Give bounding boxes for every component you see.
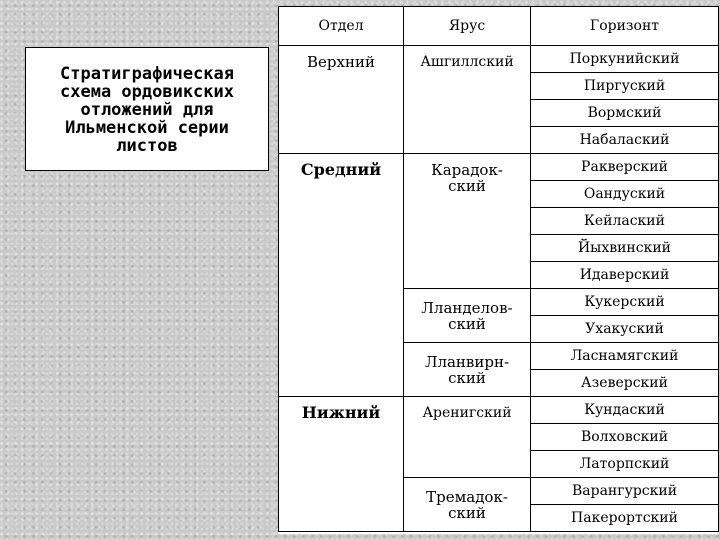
horizon-cell: Набалаский [531,127,719,154]
otdel-middle: Средний [279,154,404,397]
yarus-arenig: Аренигский [404,397,531,478]
horizon-cell: Пакерортский [531,505,719,532]
horizon-cell: Латорпский [531,451,719,478]
yarus-tremadoc: Тремадок- ский [404,478,531,532]
table-row [279,46,719,73]
horizon-cell: Йыхвинский [531,235,719,262]
yarus-caradoc: Карадок- ский [404,154,531,289]
stratigraphy-table-container [278,6,718,534]
title-box [25,47,269,171]
horizon-cell: Кейлаский [531,208,719,235]
horizon-cell: Кундаский [531,397,719,424]
header-otdel: Отдел [279,7,404,46]
horizon-cell: Поркунийский [531,46,719,73]
horizon-cell: Ухакуский [531,316,719,343]
table-row [279,397,719,424]
yarus-ashgill: Ашгиллский [404,46,531,154]
table-row [279,154,719,181]
horizon-cell: Варангурский [531,478,719,505]
horizon-cell: Кукерский [531,289,719,316]
header-row [279,7,719,46]
yarus-llandeilo: Лланделов- ский [404,289,531,343]
yarus-llanvirn: Лланвирн- ский [404,343,531,397]
horizon-cell: Пиргуский [531,73,719,100]
horizon-cell: Оандуский [531,181,719,208]
header-horizon: Горизонт [531,7,719,46]
horizon-cell: Азеверский [531,370,719,397]
horizon-cell: Вормский [531,100,719,127]
horizon-cell: Волховский [531,424,719,451]
horizon-cell: Ласнамягский [531,343,719,370]
header-yarus: Ярус [404,7,531,46]
horizon-cell: Ракверский [531,154,719,181]
page-title: Стратиграфическая схема ордовикских отложений для Ильменской серии листов [60,64,234,156]
otdel-lower: Нижний [279,397,404,532]
otdel-upper: Верхний [279,46,404,154]
stratigraphy-table [278,6,719,532]
horizon-cell: Идаверский [531,262,719,289]
